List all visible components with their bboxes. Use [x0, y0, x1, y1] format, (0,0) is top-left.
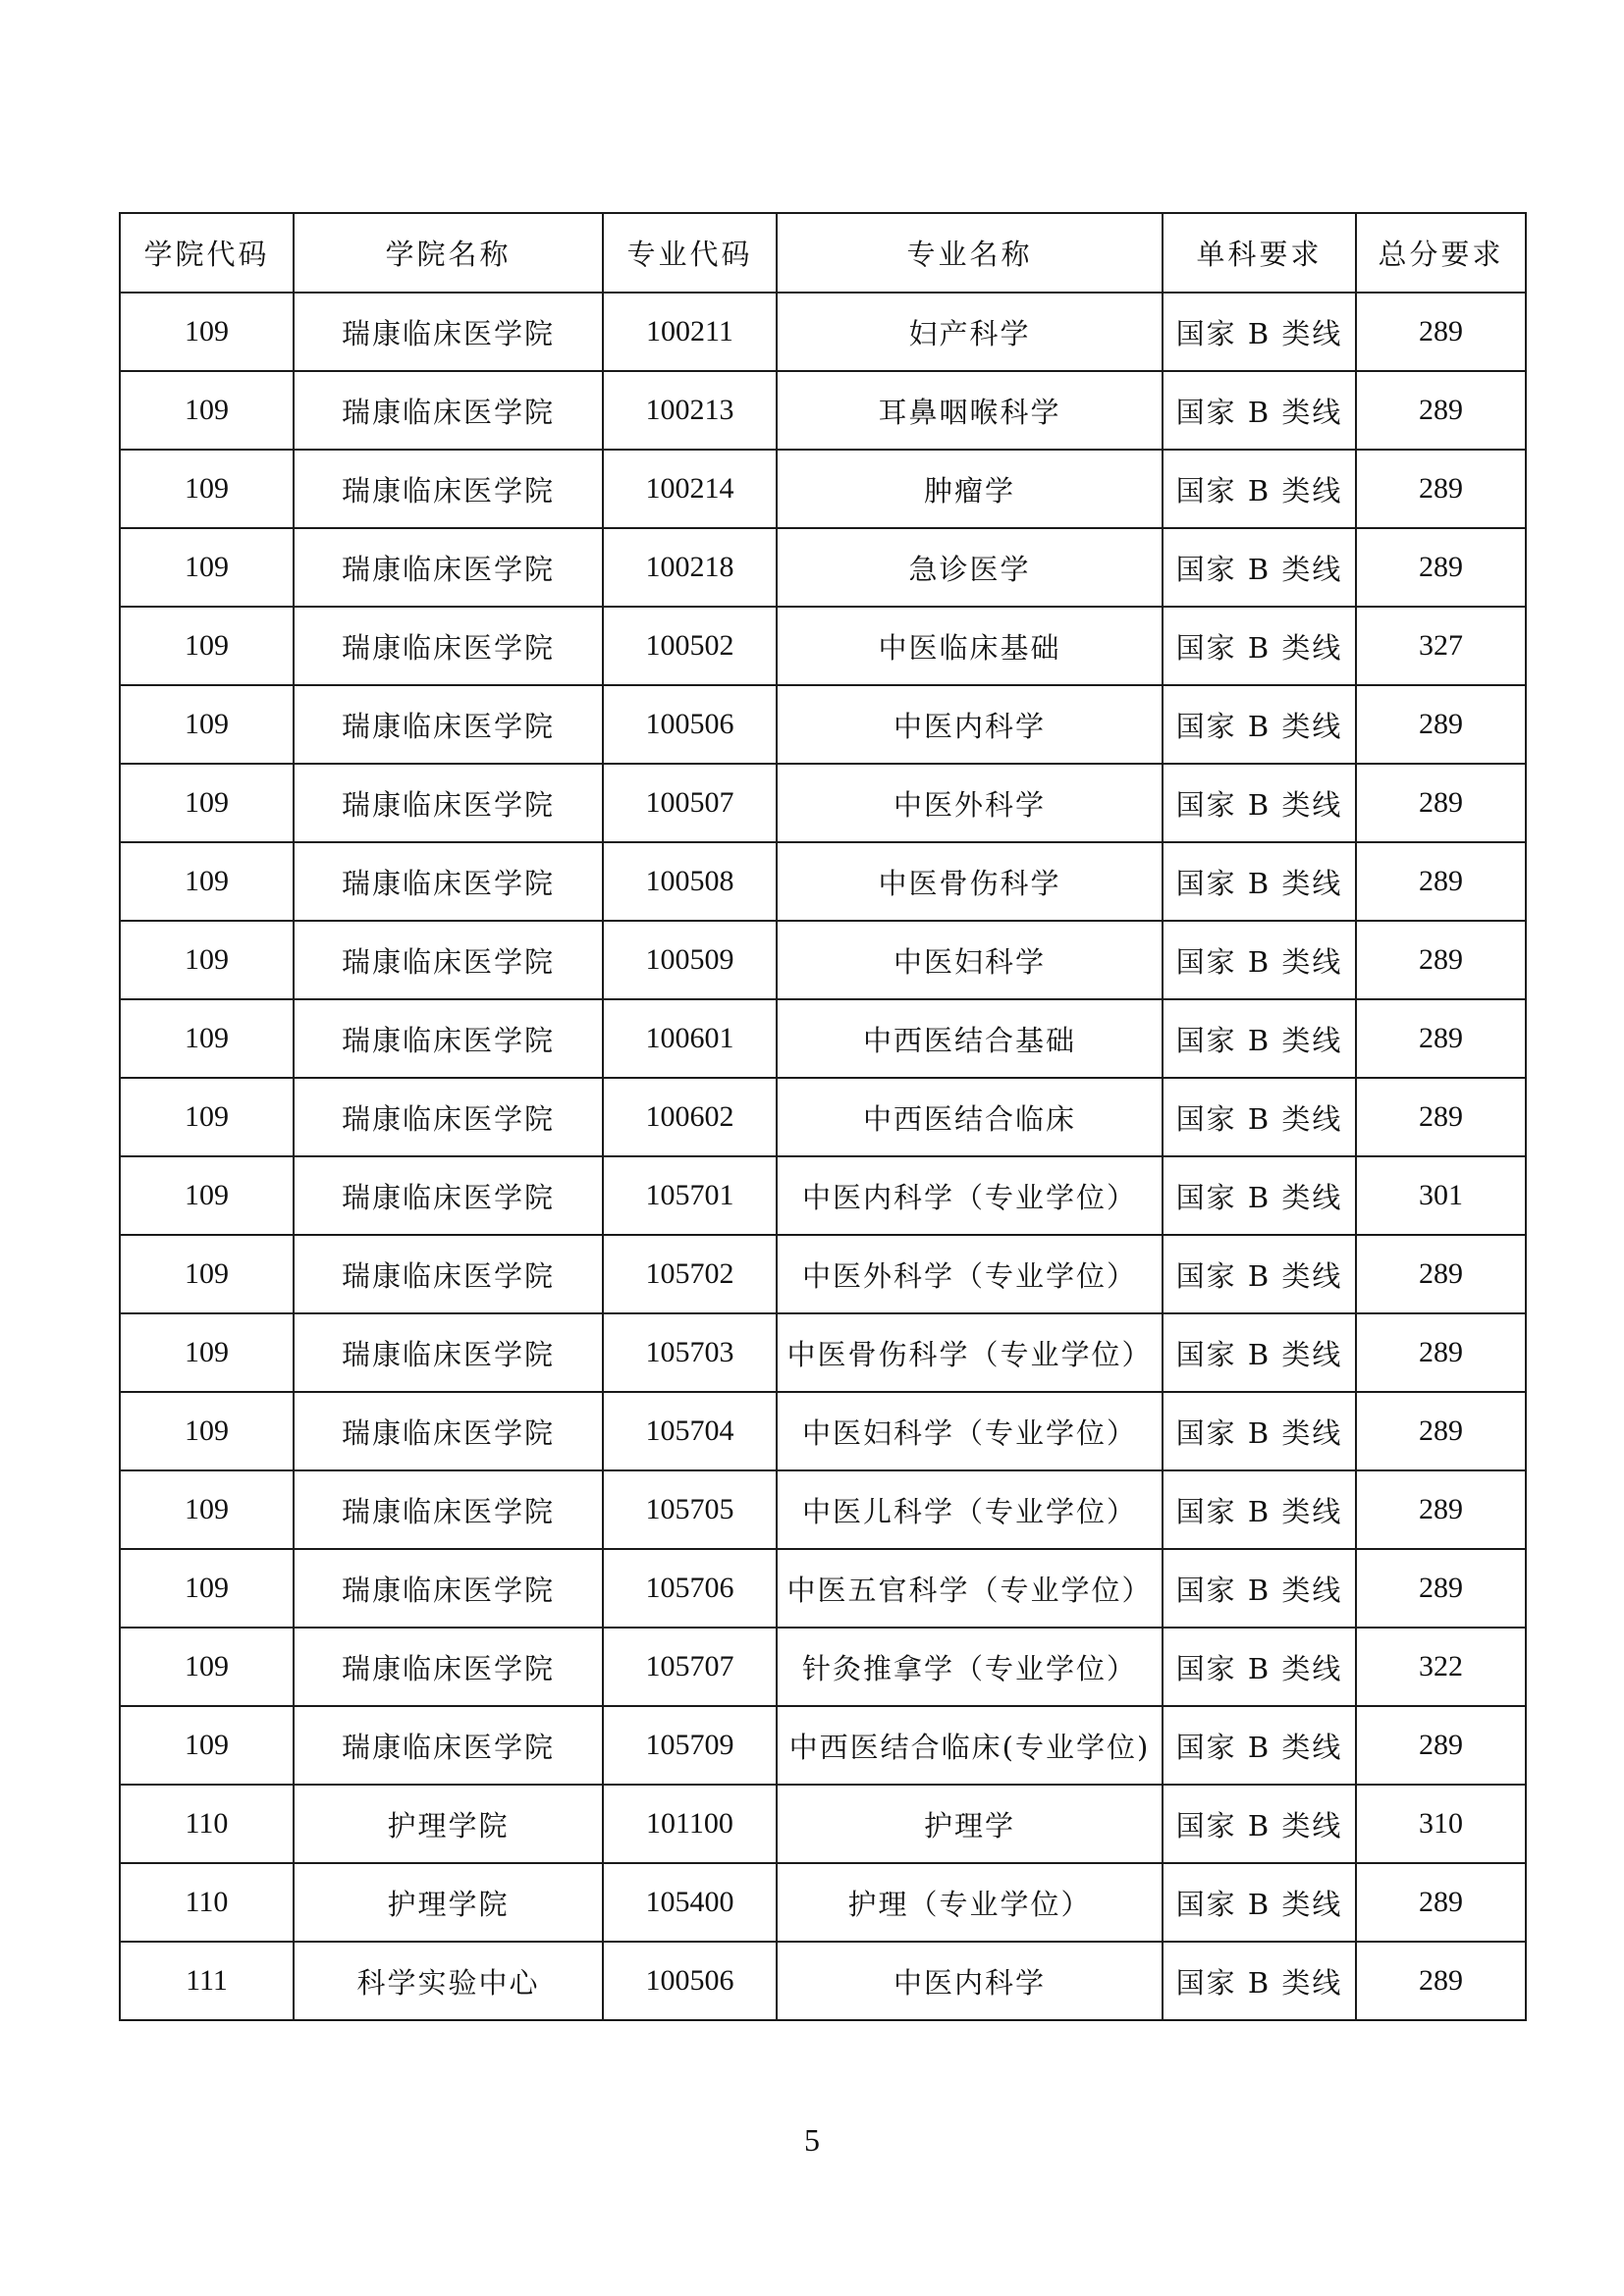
single-subject-requirement-cell: 国家 B 类线	[1163, 1628, 1356, 1706]
total-score-cell: 289	[1356, 1706, 1526, 1785]
college-name-cell: 科学实验中心	[294, 1942, 603, 2020]
major-name-cell: 针灸推拿学（专业学位）	[777, 1628, 1163, 1706]
total-score-cell: 289	[1356, 1863, 1526, 1942]
college-code-cell: 109	[120, 1706, 294, 1785]
single-subject-requirement-cell: 国家 B 类线	[1163, 1863, 1356, 1942]
major-name-cell: 中医外科学	[777, 764, 1163, 842]
major-code-cell: 105703	[603, 1313, 777, 1392]
header-major-name: 专业名称	[777, 213, 1163, 293]
college-code-cell: 110	[120, 1785, 294, 1863]
table-row	[120, 371, 1526, 450]
table-row	[120, 1156, 1526, 1235]
college-code-cell: 109	[120, 1313, 294, 1392]
single-subject-requirement-cell: 国家 B 类线	[1163, 1549, 1356, 1628]
college-code-cell: 109	[120, 528, 294, 607]
total-score-cell: 289	[1356, 999, 1526, 1078]
major-code-cell: 100506	[603, 1942, 777, 2020]
total-score-cell: 289	[1356, 1549, 1526, 1628]
college-name-cell: 瑞康临床医学院	[294, 764, 603, 842]
table-row	[120, 450, 1526, 528]
major-name-cell: 急诊医学	[777, 528, 1163, 607]
single-subject-requirement-cell: 国家 B 类线	[1163, 1785, 1356, 1863]
major-name-cell: 中西医结合临床(专业学位)	[777, 1706, 1163, 1785]
college-name-cell: 瑞康临床医学院	[294, 293, 603, 371]
major-name-cell: 中医内科学（专业学位）	[777, 1156, 1163, 1235]
major-code-cell: 101100	[603, 1785, 777, 1863]
major-code-cell: 100218	[603, 528, 777, 607]
college-name-cell: 瑞康临床医学院	[294, 528, 603, 607]
table-row	[120, 1235, 1526, 1313]
total-score-cell: 289	[1356, 371, 1526, 450]
single-subject-requirement-cell: 国家 B 类线	[1163, 1156, 1356, 1235]
page-number: 5	[804, 2122, 820, 2158]
major-code-cell: 100509	[603, 921, 777, 999]
single-subject-requirement-cell: 国家 B 类线	[1163, 450, 1356, 528]
major-code-cell: 100508	[603, 842, 777, 921]
major-name-cell: 中医儿科学（专业学位）	[777, 1470, 1163, 1549]
total-score-cell: 289	[1356, 1078, 1526, 1156]
college-code-cell: 110	[120, 1863, 294, 1942]
total-score-cell: 289	[1356, 921, 1526, 999]
single-subject-requirement-cell: 国家 B 类线	[1163, 1470, 1356, 1549]
score-requirements-table	[119, 212, 1527, 2021]
college-name-cell: 瑞康临床医学院	[294, 1470, 603, 1549]
major-code-cell: 100506	[603, 685, 777, 764]
major-code-cell: 100601	[603, 999, 777, 1078]
college-code-cell: 109	[120, 1549, 294, 1628]
total-score-cell: 289	[1356, 1235, 1526, 1313]
college-code-cell: 109	[120, 607, 294, 685]
header-single-subject-requirement: 单科要求	[1163, 213, 1356, 293]
table-row	[120, 842, 1526, 921]
college-name-cell: 瑞康临床医学院	[294, 842, 603, 921]
major-code-cell: 100213	[603, 371, 777, 450]
college-name-cell: 瑞康临床医学院	[294, 1235, 603, 1313]
major-code-cell: 105400	[603, 1863, 777, 1942]
major-code-cell: 105707	[603, 1628, 777, 1706]
major-name-cell: 肿瘤学	[777, 450, 1163, 528]
table-row	[120, 999, 1526, 1078]
single-subject-requirement-cell: 国家 B 类线	[1163, 1706, 1356, 1785]
table-row	[120, 1470, 1526, 1549]
major-name-cell: 中医内科学	[777, 685, 1163, 764]
major-code-cell: 100214	[603, 450, 777, 528]
total-score-cell: 289	[1356, 685, 1526, 764]
table-row	[120, 1785, 1526, 1863]
single-subject-requirement-cell: 国家 B 类线	[1163, 607, 1356, 685]
header-total-score-requirement: 总分要求	[1356, 213, 1526, 293]
total-score-cell: 289	[1356, 1470, 1526, 1549]
total-score-cell: 289	[1356, 1392, 1526, 1470]
single-subject-requirement-cell: 国家 B 类线	[1163, 842, 1356, 921]
major-name-cell: 中医外科学（专业学位）	[777, 1235, 1163, 1313]
total-score-cell: 327	[1356, 607, 1526, 685]
single-subject-requirement-cell: 国家 B 类线	[1163, 764, 1356, 842]
college-name-cell: 瑞康临床医学院	[294, 1628, 603, 1706]
major-name-cell: 中西医结合临床	[777, 1078, 1163, 1156]
college-name-cell: 瑞康临床医学院	[294, 450, 603, 528]
major-code-cell: 100211	[603, 293, 777, 371]
college-code-cell: 109	[120, 1156, 294, 1235]
college-code-cell: 111	[120, 1942, 294, 2020]
table-row	[120, 1706, 1526, 1785]
major-name-cell: 妇产科学	[777, 293, 1163, 371]
college-code-cell: 109	[120, 371, 294, 450]
major-name-cell: 中医骨伤科学	[777, 842, 1163, 921]
college-name-cell: 瑞康临床医学院	[294, 371, 603, 450]
header-college-name: 学院名称	[294, 213, 603, 293]
single-subject-requirement-cell: 国家 B 类线	[1163, 999, 1356, 1078]
major-code-cell: 105701	[603, 1156, 777, 1235]
total-score-cell: 289	[1356, 842, 1526, 921]
single-subject-requirement-cell: 国家 B 类线	[1163, 1235, 1356, 1313]
single-subject-requirement-cell: 国家 B 类线	[1163, 1942, 1356, 2020]
single-subject-requirement-cell: 国家 B 类线	[1163, 371, 1356, 450]
college-name-cell: 瑞康临床医学院	[294, 685, 603, 764]
major-name-cell: 中医内科学	[777, 1942, 1163, 2020]
college-code-cell: 109	[120, 842, 294, 921]
single-subject-requirement-cell: 国家 B 类线	[1163, 528, 1356, 607]
college-name-cell: 护理学院	[294, 1863, 603, 1942]
major-name-cell: 护理学	[777, 1785, 1163, 1863]
major-name-cell: 耳鼻咽喉科学	[777, 371, 1163, 450]
college-code-cell: 109	[120, 764, 294, 842]
table-row	[120, 1078, 1526, 1156]
single-subject-requirement-cell: 国家 B 类线	[1163, 921, 1356, 999]
major-code-cell: 105705	[603, 1470, 777, 1549]
major-name-cell: 中医妇科学	[777, 921, 1163, 999]
header-college-code: 学院代码	[120, 213, 294, 293]
college-name-cell: 瑞康临床医学院	[294, 921, 603, 999]
college-code-cell: 109	[120, 1628, 294, 1706]
total-score-cell: 289	[1356, 1313, 1526, 1392]
single-subject-requirement-cell: 国家 B 类线	[1163, 685, 1356, 764]
college-name-cell: 瑞康临床医学院	[294, 1078, 603, 1156]
table-row	[120, 1863, 1526, 1942]
table-row	[120, 1628, 1526, 1706]
single-subject-requirement-cell: 国家 B 类线	[1163, 293, 1356, 371]
major-name-cell: 护理（专业学位）	[777, 1863, 1163, 1942]
major-name-cell: 中医五官科学（专业学位）	[777, 1549, 1163, 1628]
college-name-cell: 瑞康临床医学院	[294, 1313, 603, 1392]
table-row	[120, 764, 1526, 842]
college-name-cell: 瑞康临床医学院	[294, 999, 603, 1078]
major-code-cell: 105702	[603, 1235, 777, 1313]
college-name-cell: 瑞康临床医学院	[294, 1706, 603, 1785]
college-name-cell: 瑞康临床医学院	[294, 1156, 603, 1235]
table-row	[120, 1549, 1526, 1628]
major-name-cell: 中医临床基础	[777, 607, 1163, 685]
total-score-cell: 310	[1356, 1785, 1526, 1863]
college-code-cell: 109	[120, 293, 294, 371]
table-row	[120, 1313, 1526, 1392]
table-row	[120, 293, 1526, 371]
total-score-cell: 289	[1356, 293, 1526, 371]
table-row	[120, 1392, 1526, 1470]
single-subject-requirement-cell: 国家 B 类线	[1163, 1313, 1356, 1392]
single-subject-requirement-cell: 国家 B 类线	[1163, 1392, 1356, 1470]
table-row	[120, 528, 1526, 607]
single-subject-requirement-cell: 国家 B 类线	[1163, 1078, 1356, 1156]
college-code-cell: 109	[120, 1470, 294, 1549]
major-name-cell: 中医骨伤科学（专业学位）	[777, 1313, 1163, 1392]
major-code-cell: 100507	[603, 764, 777, 842]
total-score-cell: 289	[1356, 450, 1526, 528]
college-name-cell: 瑞康临床医学院	[294, 607, 603, 685]
total-score-cell: 322	[1356, 1628, 1526, 1706]
college-code-cell: 109	[120, 450, 294, 528]
college-code-cell: 109	[120, 1078, 294, 1156]
major-name-cell: 中医妇科学（专业学位）	[777, 1392, 1163, 1470]
major-code-cell: 105704	[603, 1392, 777, 1470]
total-score-cell: 289	[1356, 1942, 1526, 2020]
total-score-cell: 289	[1356, 528, 1526, 607]
major-code-cell: 105706	[603, 1549, 777, 1628]
major-code-cell: 105709	[603, 1706, 777, 1785]
total-score-cell: 289	[1356, 764, 1526, 842]
college-code-cell: 109	[120, 999, 294, 1078]
table-body	[120, 293, 1526, 2020]
college-code-cell: 109	[120, 1392, 294, 1470]
major-name-cell: 中西医结合基础	[777, 999, 1163, 1078]
header-major-code: 专业代码	[603, 213, 777, 293]
major-code-cell: 100602	[603, 1078, 777, 1156]
college-code-cell: 109	[120, 921, 294, 999]
table-header-row	[120, 213, 1526, 293]
total-score-cell: 301	[1356, 1156, 1526, 1235]
table-row	[120, 921, 1526, 999]
table-row	[120, 685, 1526, 764]
college-code-cell: 109	[120, 1235, 294, 1313]
table-row	[120, 1942, 1526, 2020]
college-code-cell: 109	[120, 685, 294, 764]
college-name-cell: 瑞康临床医学院	[294, 1549, 603, 1628]
major-code-cell: 100502	[603, 607, 777, 685]
college-name-cell: 护理学院	[294, 1785, 603, 1863]
college-name-cell: 瑞康临床医学院	[294, 1392, 603, 1470]
table-row	[120, 607, 1526, 685]
